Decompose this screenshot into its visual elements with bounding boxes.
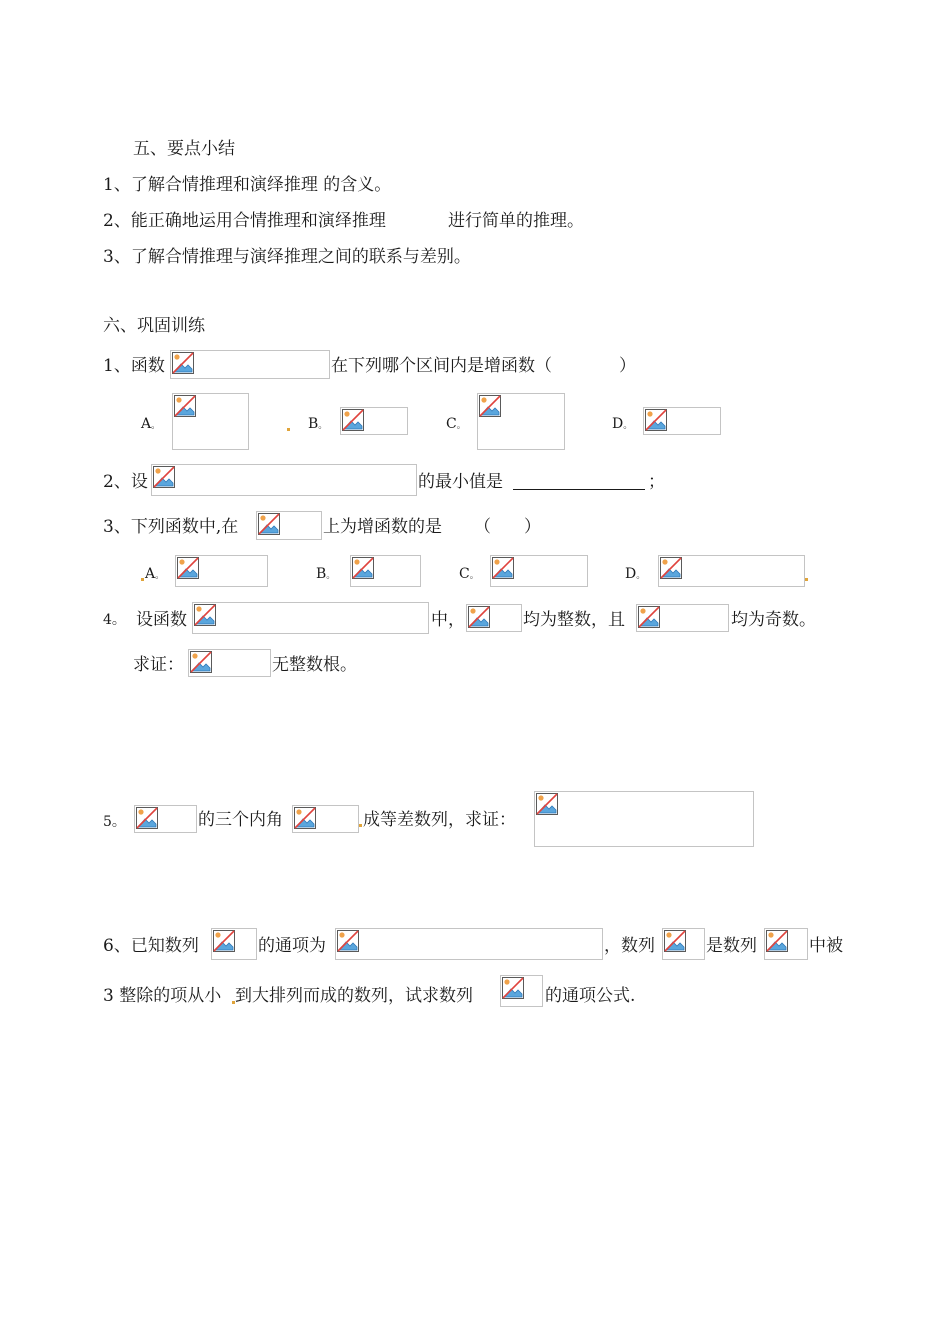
q4-end: 均为奇数。 (731, 610, 816, 630)
q1-option-d-image (643, 407, 721, 435)
q6-text-2: ，数列 (604, 936, 655, 956)
q4-prefix: 设函数 (136, 610, 187, 630)
q3-option-d-label: D。 (625, 566, 646, 582)
broken-image-icon (190, 651, 212, 673)
broken-image-icon (352, 557, 374, 579)
q6-text-3: 是数列 (706, 936, 757, 956)
section-5-heading: 五、要点小结 (133, 139, 235, 159)
q1-option-a-label: A。 (141, 416, 161, 432)
q3-close-paren: ） (524, 517, 541, 537)
q4-equation-image (188, 649, 271, 677)
q2-answer-blank (513, 489, 645, 490)
q1-option-a-image (172, 393, 249, 450)
broken-image-icon (645, 409, 667, 431)
broken-image-icon (258, 513, 280, 535)
q1-close-paren: ） (619, 356, 636, 376)
q3-option-b-image (350, 555, 421, 587)
q6-line2-b: 到大排列而成的数列，试求数列 (235, 986, 473, 1006)
q5-text-2: 成等差数列，求证： (363, 810, 516, 830)
broken-image-icon (766, 930, 788, 952)
broken-image-icon (479, 395, 501, 417)
broken-image-icon (664, 930, 686, 952)
q5-angles-image (292, 805, 359, 833)
summary-item-1: 1、了解合情推理和演绎推理 的含义。 (103, 175, 392, 195)
q1-option-d-label: D。 (612, 416, 633, 432)
q3-option-b-label: B。 (316, 566, 336, 582)
broken-image-icon (502, 977, 524, 999)
q4-proof-prefix: 求证： (133, 655, 184, 675)
q6-sequence-image-2 (662, 928, 705, 960)
q4-coefficients-image (466, 604, 522, 632)
q3-text: 上为增函数的是 (323, 517, 442, 537)
q1-text: 在下列哪个区间内是增函数（ (331, 356, 552, 376)
broken-image-icon (177, 557, 199, 579)
q6-line2-a: 3 整除的项从小 (103, 986, 222, 1006)
q5-number: 5。 (103, 814, 126, 830)
q2-end: ； (648, 472, 665, 492)
broken-image-icon (294, 807, 316, 829)
q6-sequence-image-3 (764, 928, 808, 960)
q1-option-c-label: C。 (446, 416, 466, 432)
q5-proof-image (534, 791, 754, 847)
summary-item-3: 3、了解合情推理与演绎推理之间的联系与差别。 (103, 247, 471, 267)
broken-image-icon (213, 930, 235, 952)
q1-marker-dot (287, 428, 290, 431)
q5-text-1: 的三个内角 (198, 810, 283, 830)
q6-text-4: 中被 (809, 936, 843, 956)
q1-function-image (170, 350, 330, 379)
q4-number: 4。 (103, 612, 126, 628)
q2-expression-image (151, 464, 417, 496)
broken-image-icon (172, 352, 194, 374)
broken-image-icon (638, 606, 660, 628)
q3-marker-dot-a (141, 578, 144, 581)
q3-option-a-label: A。 (145, 566, 165, 582)
q3-marker-dot-d (805, 578, 808, 581)
q3-prefix: 3、下列函数中,在 (103, 517, 239, 537)
q2-text: 的最小值是 (418, 472, 503, 492)
q5-triangle-image (134, 805, 197, 833)
q4-mid2: 均为整数，且 (523, 610, 625, 630)
broken-image-icon (536, 793, 558, 815)
q6-prefix: 6、已知数列 (103, 936, 199, 956)
q3-option-c-label: C。 (459, 566, 479, 582)
q6-general-term-image (335, 928, 603, 960)
broken-image-icon (492, 557, 514, 579)
broken-image-icon (468, 606, 490, 628)
q2-prefix: 2、设 (103, 472, 148, 492)
q1-option-b-image (340, 407, 408, 435)
q6-line2-c: 的通项公式. (545, 986, 636, 1006)
broken-image-icon (194, 604, 216, 626)
summary-item-2-tail: 进行简单的推理。 (448, 211, 584, 231)
q3-open-paren: （ (474, 517, 491, 537)
q4-condition-image (636, 604, 729, 632)
q5-marker-dot (359, 824, 362, 827)
broken-image-icon (342, 409, 364, 431)
broken-image-icon (337, 930, 359, 952)
q1-option-b-label: B。 (308, 416, 328, 432)
q4-proof-end: 无整数根。 (272, 655, 357, 675)
q4-mid1: 中， (431, 610, 465, 630)
q1-prefix: 1、函数 (103, 356, 165, 376)
broken-image-icon (174, 395, 196, 417)
q4-function-image (192, 602, 429, 634)
q3-interval-image (256, 511, 322, 540)
broken-image-icon (136, 807, 158, 829)
q3-option-c-image (490, 555, 588, 587)
q6-sequence-image-1 (211, 928, 257, 960)
q6-text-1: 的通项为 (258, 936, 326, 956)
broken-image-icon (660, 557, 682, 579)
summary-item-2: 2、能正确地运用合情推理和演绎推理 (103, 211, 386, 231)
q1-option-c-image (477, 393, 565, 450)
section-6-heading: 六、巩固训练 (103, 316, 205, 336)
broken-image-icon (153, 466, 175, 488)
q3-option-a-image (175, 555, 268, 587)
q6-sequence-image-4 (500, 975, 543, 1007)
q3-option-d-image (658, 555, 805, 587)
